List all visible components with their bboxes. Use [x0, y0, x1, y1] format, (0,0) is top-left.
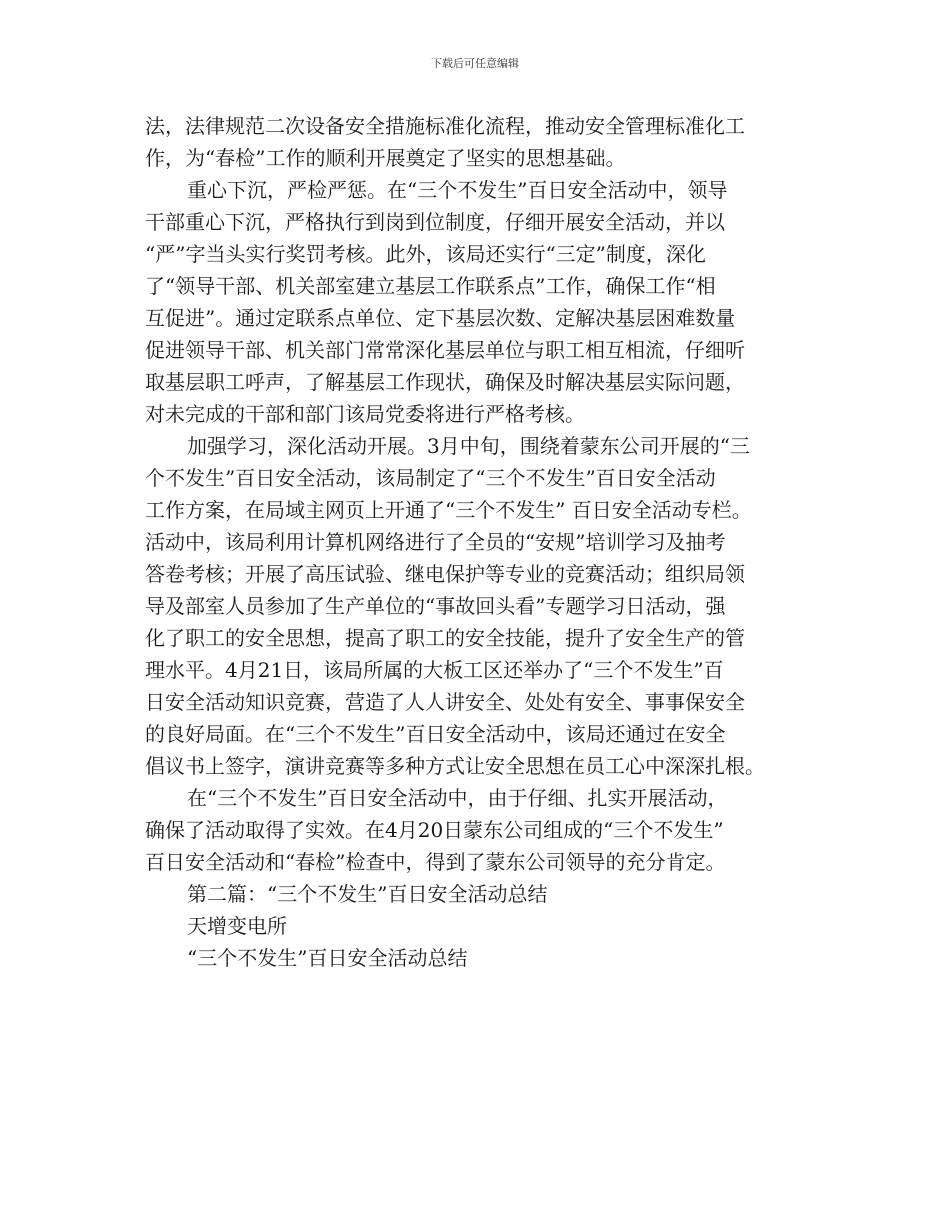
text-line: 对未完成的干部和部门该局党委将进行严格考核。 [145, 402, 585, 426]
section-heading: 第二篇：“三个不发生”百日安全活动总结 [187, 882, 548, 906]
text-line: 法，法律规范二次设备安全措施标准化流程，推动安全管理标准化工 [145, 114, 745, 138]
document-title: “三个不发生”百日安全活动总结 [187, 946, 468, 970]
text-line: 倡议书上签字，演讲竞赛等多种方式让安全思想在员工心中深深扎根。 [145, 754, 765, 778]
organization-name: 天增变电所 [187, 914, 287, 938]
text-line: 工作方案，在局域主网页上开通了“三个不发生” 百日安全活动专栏。 [145, 498, 752, 522]
text-line: 导及部室人员参加了生产单位的“事故回头看”专题学习日活动，强 [145, 594, 726, 618]
page-header: 下载后可任意编辑 [431, 57, 519, 70]
text-line: 化了职工的安全思想，提高了职工的安全技能，提升了安全生产的管 [145, 626, 745, 650]
text-line: “严”字当头实行奖罚考核。此外，该局还实行“三定”制度，深化 [145, 242, 706, 266]
text-line: 促进领导干部、机关部门常常深化基层单位与职工相互相流，仔细听 [145, 338, 745, 362]
paragraph-start: 重心下沉，严检严惩。在“三个不发生”百日安全活动中，领导 [187, 178, 728, 202]
text-line: 确保了活动取得了实效。在4月20日蒙东公司组成的“三个不发生” [145, 818, 724, 842]
text-line: 了“领导干部、机关部室建立基层工作联系点”工作，确保工作“相 [145, 274, 716, 298]
text-line: 日安全活动知识竞赛，营造了人人讲安全、处处有安全、事事保安全 [145, 690, 745, 714]
paragraph-start: 在“三个不发生”百日安全活动中，由于仔细、扎实开展活动， [187, 786, 728, 810]
document-body [145, 110, 825, 974]
text-line: 个不发生”百日安全活动，该局制定了“三个不发生”百日安全活动 [145, 466, 716, 490]
text-line: 活动中，该局利用计算机网络进行了全员的“安规”培训学习及抽考 [145, 530, 726, 554]
text-line: 百日安全活动和“春检”检查中，得到了蒙东公司领导的充分肯定。 [145, 850, 726, 874]
text-line: 互促进”。通过定联系点单位、定下基层次数、定解决基层困难数量 [145, 306, 736, 330]
text-line: 作，为“春检”工作的顺利开展奠定了坚实的思想基础。 [145, 146, 626, 170]
text-line: 的良好局面。在“三个不发生”百日安全活动中，该局还通过在安全 [145, 722, 726, 746]
text-line: 理水平。4月21日，该局所属的大板工区还举办了“三个不发生”百 [145, 658, 724, 682]
text-line: 取基层职工呼声，了解基层工作现状，确保及时解决基层实际问题， [145, 370, 745, 394]
paragraph-start: 加强学习，深化活动开展。3月中旬，围绕着蒙东公司开展的“三 [187, 434, 750, 458]
text-line: 干部重心下沉，严格执行到岗到位制度，仔细开展安全活动，并以 [145, 210, 725, 234]
text-line: 答卷考核；开展了高压试验、继电保护等专业的竞赛活动；组织局领 [145, 562, 745, 586]
